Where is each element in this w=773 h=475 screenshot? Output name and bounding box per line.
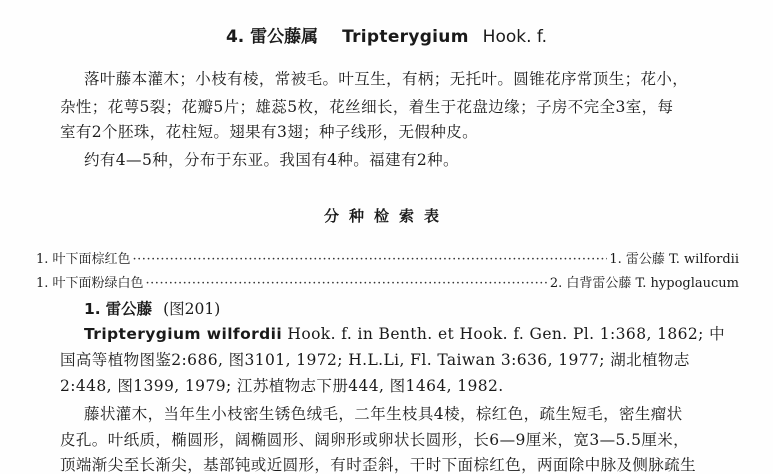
genus-name-cn: 雷公藤属 bbox=[250, 27, 319, 47]
species-name-latin: Tripterygium wilfordii bbox=[84, 325, 283, 343]
key-row bbox=[36, 276, 739, 292]
genus-heading bbox=[0, 22, 773, 47]
key-row-lead: 1. 叶下面棕红色 bbox=[36, 252, 131, 267]
key-title: 分种检索表 bbox=[323, 207, 449, 225]
species-number: 1. bbox=[84, 300, 101, 318]
genus-name-latin: Tripterygium bbox=[342, 27, 469, 47]
species-citation-line bbox=[84, 324, 725, 344]
genus-number: 4. bbox=[225, 27, 245, 47]
species-citation-text: Hook. f. in Benth. et Hook. f. Gen. Pl. 1:368, 1862; 中 bbox=[287, 325, 726, 343]
species-citation-line: 2:448, 图1399, 1979; 江苏植物志下册444, 图1464, 1982. bbox=[60, 377, 504, 395]
genus-distribution-line: 约有4—5种，分布于东亚。我国有4种。福建有2种。 bbox=[84, 151, 459, 169]
species-citation-line: 国高等植物图鉴2:686, 图3101, 1972; H.L.Li, Fl. Taiwan 3:636, 1977; 湖北植物志 bbox=[60, 351, 690, 369]
key-row-result: 2. 白背雷公藤 T. hypoglaucum bbox=[549, 276, 739, 291]
genus-author: Hook. f. bbox=[482, 27, 548, 47]
species-description-line: 藤状灌木，当年生小枝密生锈色绒毛，二年生枝具4棱，棕红色，疏生短毛，密生瘤状 bbox=[84, 405, 683, 423]
key-row-leader-dots bbox=[133, 252, 608, 268]
genus-description-line: 室有2个胚珠，花柱短。翅果有3翅；种子线形，无假种皮。 bbox=[60, 123, 479, 141]
key-row bbox=[36, 252, 739, 268]
key-row-result: 1. 雷公藤 T. wilfordii bbox=[609, 252, 739, 267]
species-description-line: 顶端渐尖至长渐尖，基部钝或近圆形，有时歪斜，干时下面棕红色，两面除中脉及侧脉疏生 bbox=[60, 456, 697, 474]
species-heading bbox=[84, 297, 220, 319]
key-row-lead: 1. 叶下面粉绿白色 bbox=[36, 276, 144, 291]
species-description-line: 皮孔。叶纸质，椭圆形，阔椭圆形、阔卵形或卵状长圆形，长6—9厘米，宽3—5.5厘米， bbox=[60, 431, 690, 449]
species-figure-ref: (图201) bbox=[163, 300, 221, 318]
genus-description-line: 杂性；花萼5裂；花瓣5片；雄蕊5枚，花丝细长，着生于花盘边缘；子房不完全3室，每 bbox=[60, 98, 674, 116]
key-row-leader-dots bbox=[146, 276, 548, 292]
species-name-cn: 雷公藤 bbox=[105, 300, 153, 318]
genus-description-line: 落叶藤本灌木；小枝有棱，常被毛。叶互生，有柄；无托叶。圆锥花序常顶生；花小， bbox=[84, 70, 689, 88]
